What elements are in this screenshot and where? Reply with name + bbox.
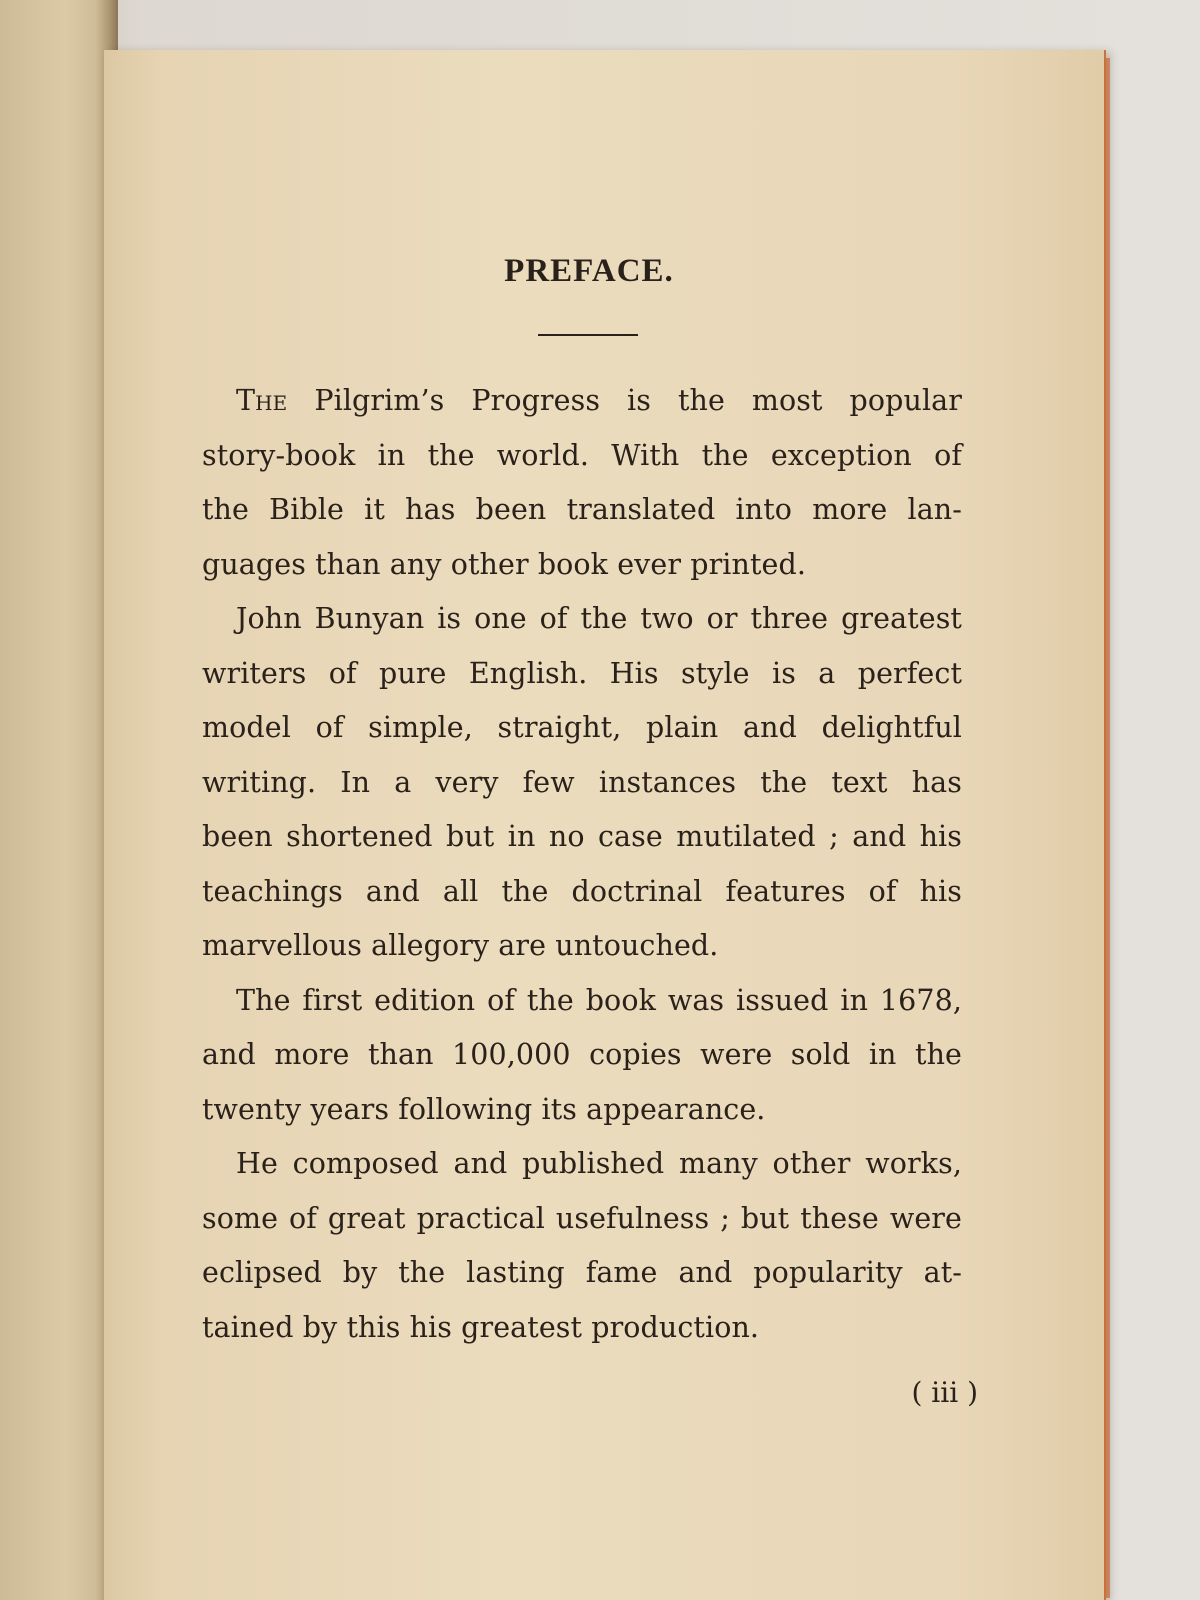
paragraph-1 (202, 374, 962, 592)
text-line: The Pilgrim’s Progress is the most popular (236, 384, 962, 417)
page-title: PREFACE. (504, 253, 674, 289)
preface-body (202, 374, 962, 1355)
text-line: eclipsed by the lasting fame and popularity at- (202, 1256, 962, 1289)
text-line: He composed and published many other works, (236, 1147, 962, 1180)
paragraph-4 (202, 1137, 962, 1355)
text-line: and more than 100,000 copies were sold in the (202, 1038, 962, 1071)
text-line: tained by this his greatest production. (202, 1310, 760, 1344)
text-line: twenty years following its appearance. (202, 1092, 766, 1126)
text-line: The first edition of the book was issued in 1678, (236, 983, 962, 1017)
paragraph-3 (202, 974, 962, 1138)
title-rule (538, 334, 638, 336)
text-line: model of simple, straight, plain and delightful (202, 711, 962, 744)
text-line: writing. In a very few instances the text has (202, 765, 962, 799)
book-page (104, 50, 1104, 1600)
text-line: marvellous allegory are untouched. (202, 929, 719, 962)
text-line: guages than any other book ever printed. (202, 547, 806, 581)
page-content (202, 246, 962, 1355)
text-line: writers of pure English. His style is a perfect (202, 656, 962, 690)
small-caps-opening-word: The (236, 384, 288, 417)
text-line: teachings and all the doctrinal features of his (202, 874, 962, 908)
text-line: story-book in the world. With the exception of (202, 438, 962, 472)
paragraph-2 (202, 592, 962, 974)
text-line: some of great practical usefulness ; but these were (202, 1201, 962, 1235)
page-number: ( iii ) (911, 1376, 978, 1409)
text-line: the Bible it has been translated into more lan- (202, 493, 962, 526)
text-line: John Bunyan is one of the two or three greatest (236, 602, 962, 635)
text-line: been shortened but in no case mutilated ; and his (202, 820, 962, 853)
